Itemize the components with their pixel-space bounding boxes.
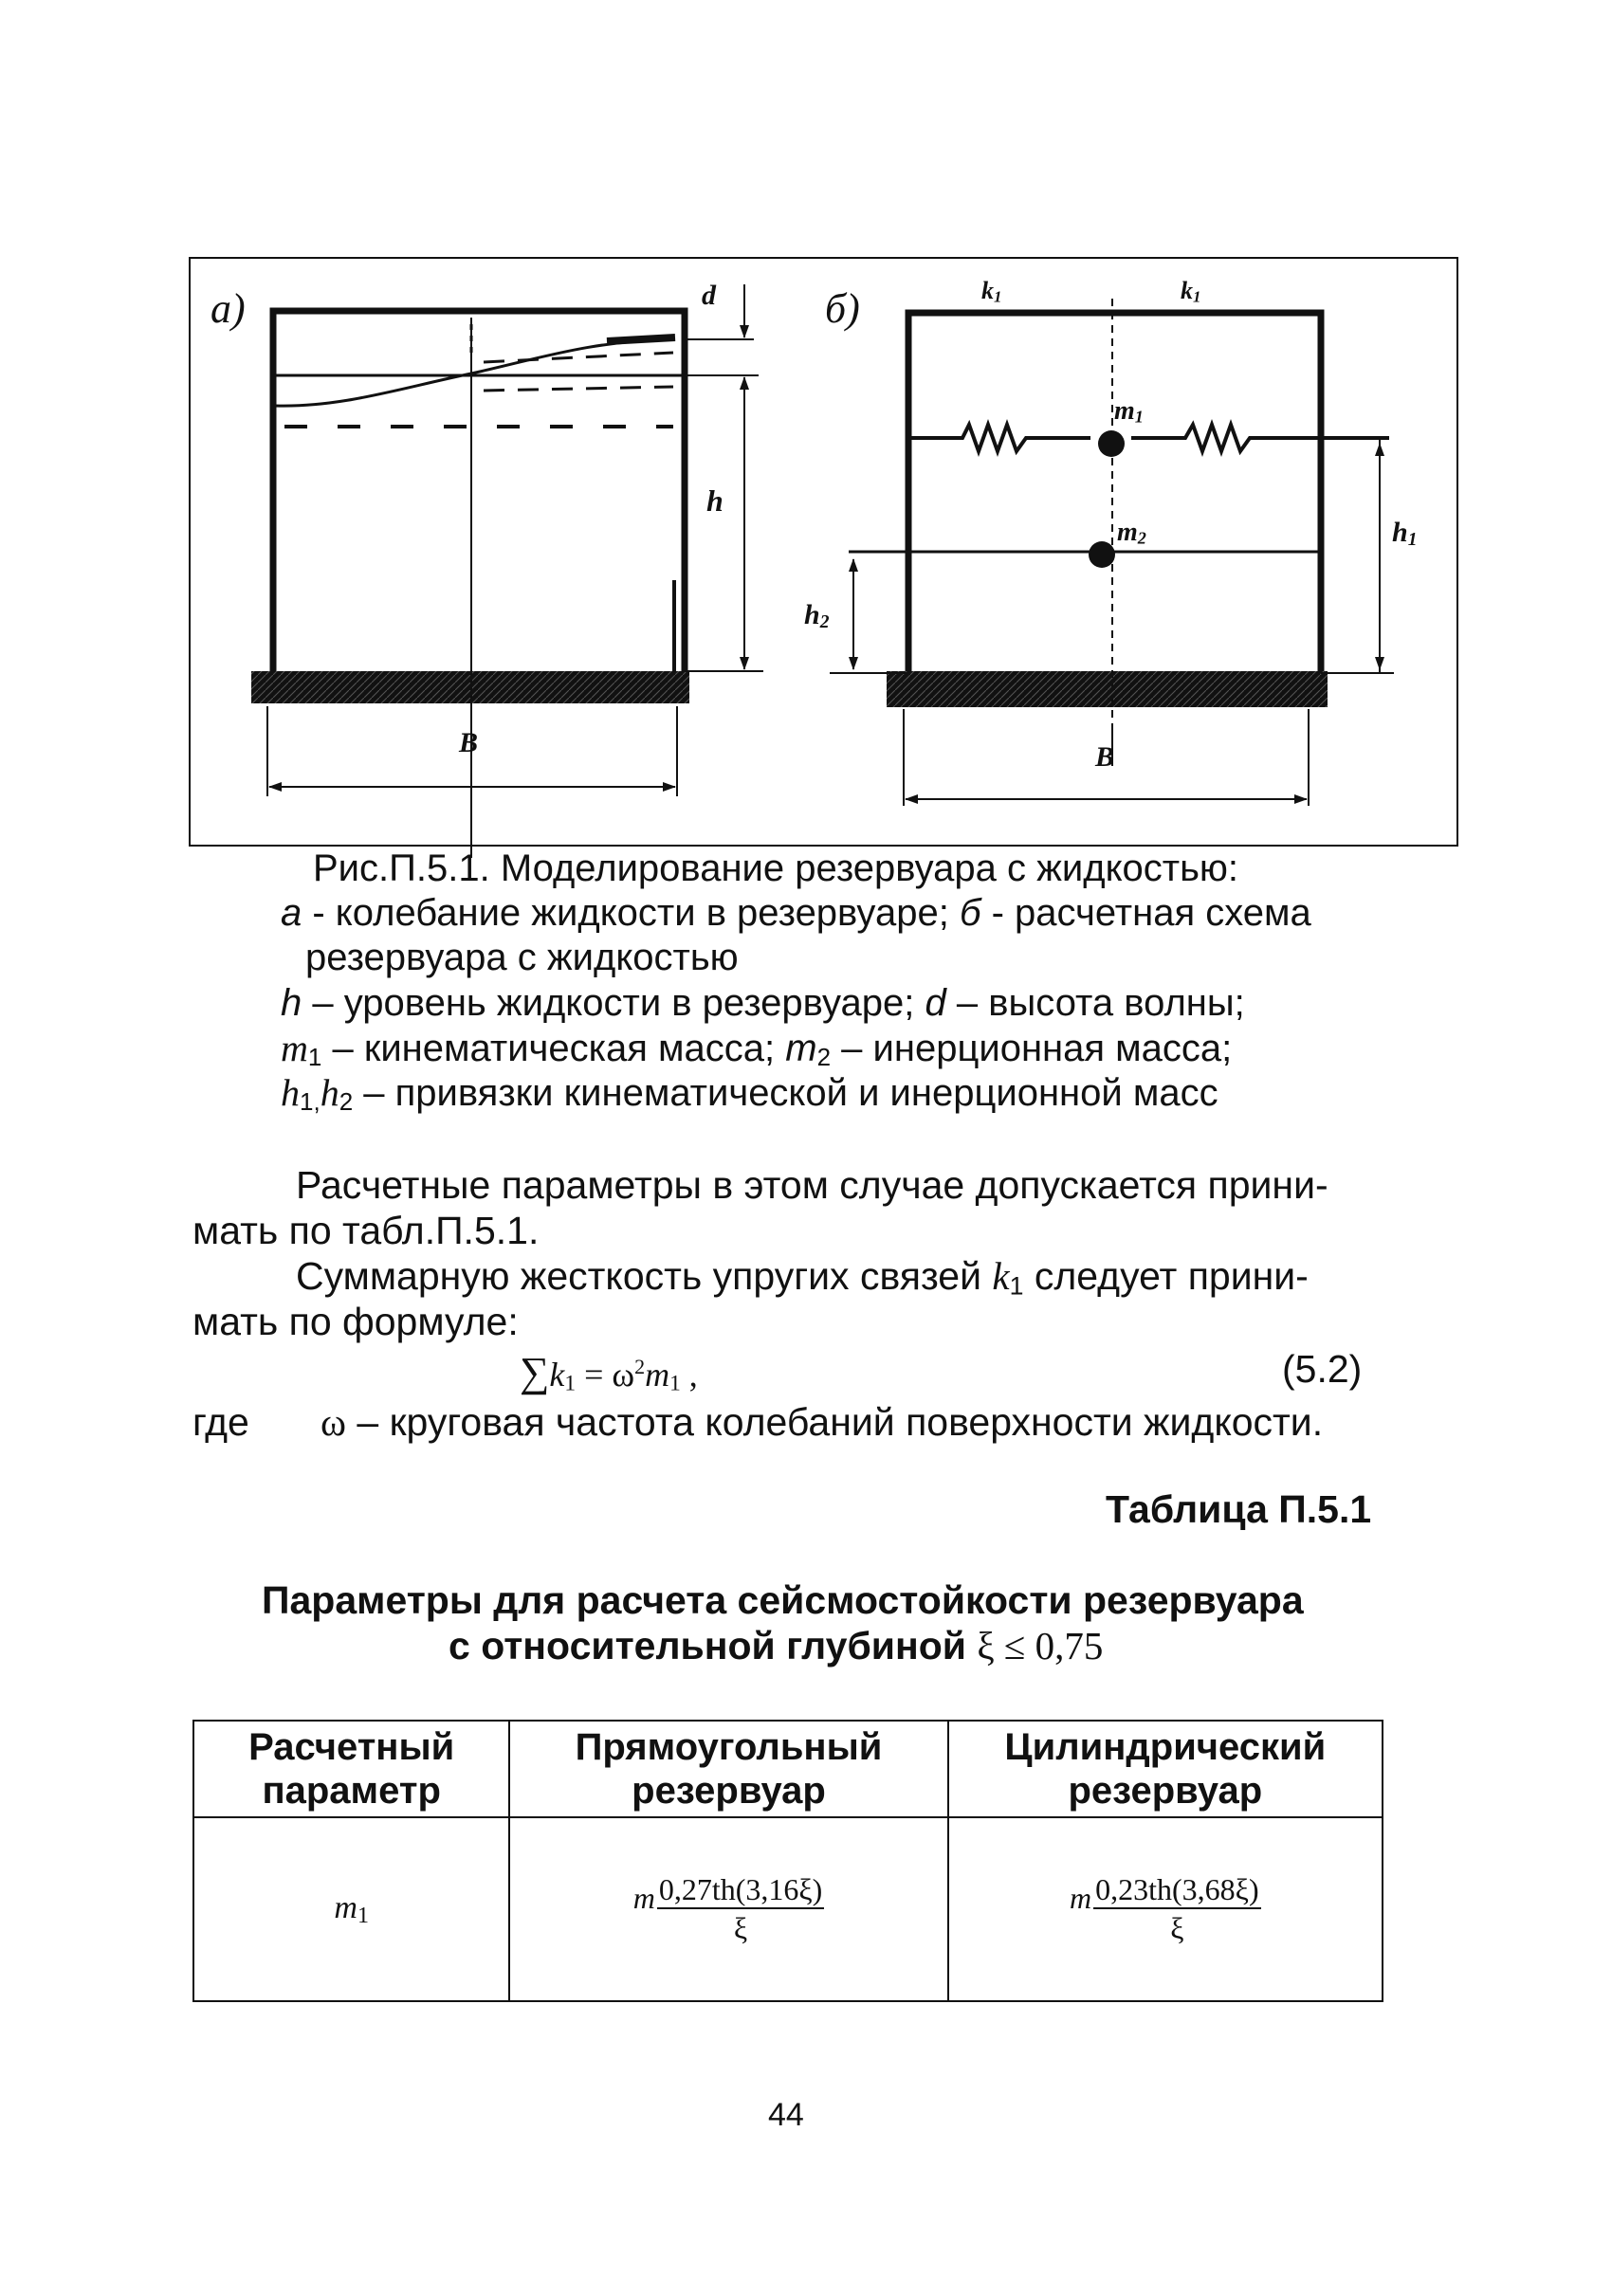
mass-m2 xyxy=(1089,541,1115,568)
parameters-table xyxy=(192,1720,1383,2002)
b-label-b: B xyxy=(1095,741,1115,773)
table-row xyxy=(193,1817,1383,2001)
d-label: d xyxy=(702,280,716,311)
page-number: 44 xyxy=(768,2097,804,2133)
cell-param: m1 xyxy=(193,1817,509,2001)
h1-label: h1 xyxy=(1392,517,1418,550)
header-rectangular: Прямоугольный резервуар xyxy=(509,1721,947,1817)
where-word: где xyxy=(192,1400,249,1444)
table-title-line-1: Параметры для расчета сейсмостойкости резервуара xyxy=(262,1578,1304,1622)
caption-line-1: Рис.П.5.1. Моделирование резервуара с жидкостью: xyxy=(313,847,1239,889)
figure-a-label: а) xyxy=(211,285,246,332)
formula-number: (5.2) xyxy=(1282,1347,1363,1391)
wave-curve xyxy=(275,339,673,406)
figure-tank-modeling xyxy=(0,0,1612,948)
caption-line-6: $h_{1,}h_2$ – привязки кинематической и инерционной масс xyxy=(281,1071,1218,1117)
cell-cyl-formula: m $\frac{0,23th(3,68\xi)}{\xi}$ xyxy=(948,1817,1383,2001)
paragraph-1-line-2: мать по табл.П.5.1. xyxy=(192,1209,540,1252)
caption-line-5: $m_1$ – кинематическая масса; $m_2$ – инерционная масса; xyxy=(281,1027,1233,1072)
table-header-row xyxy=(193,1721,1383,1817)
paragraph-2-line-2: мать по формуле: xyxy=(192,1300,519,1343)
h-label: h xyxy=(706,483,724,518)
formula-5-2: $\sum k_1 = \omega^2m_1$ , xyxy=(520,1349,698,1396)
m1-label: $m_1$ xyxy=(1114,396,1144,427)
caption-line-4: h – уровень жидкости в резервуаре; d – высота волны; xyxy=(281,982,1245,1024)
caption-line-3: резервуара с жидкостью xyxy=(305,937,739,978)
scheme-b xyxy=(830,299,1394,806)
tank-a-walls xyxy=(273,311,685,671)
header-cylindrical: Цилиндрический резервуар xyxy=(948,1721,1383,1817)
m2-label: $m_2$ xyxy=(1117,518,1146,548)
spring-left xyxy=(908,425,1090,451)
spring-right xyxy=(1131,425,1389,451)
k1-right-label: $k_1$ xyxy=(1181,277,1201,306)
header-parameter: Расчетный параметр xyxy=(193,1721,509,1817)
k1-left-label: $k_1$ xyxy=(981,277,1002,306)
where-definition: ω – круговая частота колебаний поверхности жидкости. xyxy=(321,1400,1324,1444)
scheme-a xyxy=(251,284,763,858)
mass-m1 xyxy=(1098,430,1125,457)
table-title-line-2: с относительной глубиной ξ ≤ 0,75 xyxy=(449,1624,1104,1667)
paragraph-1-line-1: Расчетные параметры в этом случае допускается прини- xyxy=(296,1163,1328,1207)
paragraph-2-line-1: Суммарную жесткость упругих связей $k_1$ следует прини- xyxy=(296,1254,1309,1301)
h2-label: h2 xyxy=(804,599,830,632)
table-number: Таблица П.5.1 xyxy=(1106,1487,1372,1531)
tank-b-walls xyxy=(908,313,1321,671)
cell-rect-formula: m $\frac{0,27th(3,16\xi)}{\xi}$ xyxy=(509,1817,947,2001)
caption-line-2: а - колебание жидкости в резервуаре; б - расчетная схема xyxy=(281,892,1311,934)
b-label-a: B xyxy=(459,727,479,758)
figure-b-label: б) xyxy=(825,285,860,332)
ground-b xyxy=(887,671,1328,707)
